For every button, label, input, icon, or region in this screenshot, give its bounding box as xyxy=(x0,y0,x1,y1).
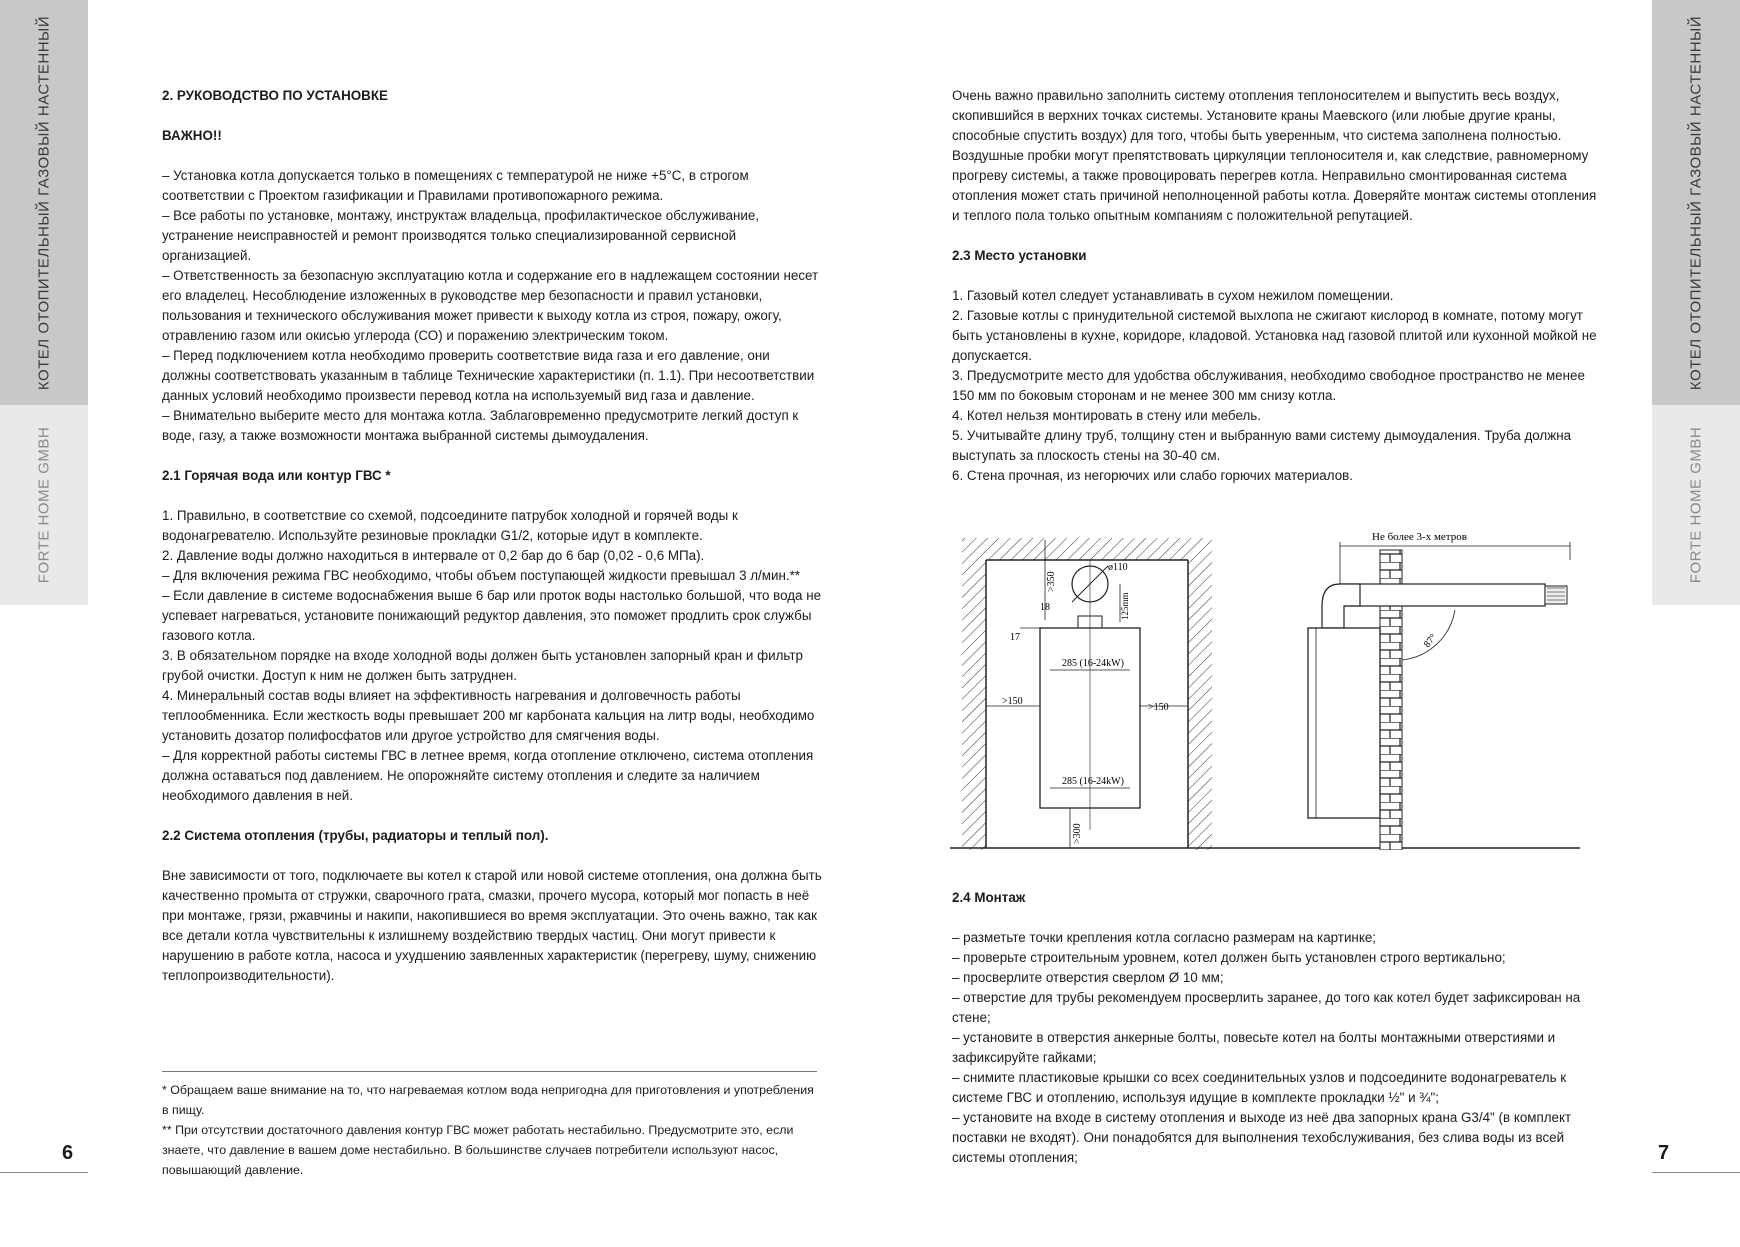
section-2-1-title: 2.1 Горячая вода или контур ГВС * xyxy=(162,468,391,483)
location-item: 2. Газовые котлы с принудительной системой выхлопа не сжигают кислород в комнате, потому могут быть установлены в кухне, коридоре, кладовой. Установка над газовой плитой или кухонной мойкой не допускается. xyxy=(952,308,1597,363)
sidebar-title: КОТЕЛ ОТОПИТЕЛЬНЫЙ ГАЗОВЫЙ НАСТЕННЫЙ xyxy=(35,15,53,390)
intro-paragraph: – Ответственность за безопасную эксплуатацию котла и содержание его в надлежащем состоянии несет его владелец. Несоблюдение изложенных в руководстве мер безопасности и правил установки, пользования и технического обслуживания может привести к выходу котла из строя, пожару, ожогу, отравлению газом или окисью углерода (СО) и поражению электрическим током. xyxy=(162,268,819,343)
sidebar-brand-right: FORTE HOME GMBH xyxy=(1687,426,1705,584)
dim-285-top: 285 (16-24kW) xyxy=(1062,658,1124,669)
hot-water-item: 3. В обязательном порядке на входе холодной воды должен быть установлен запорный кран и фильтр грубой очистки. Доступ к ним не должен быть затруднен. xyxy=(162,648,803,683)
hot-water-item: – Для корректной работы системы ГВС в летнее время, когда отопление отключено, система отопления должна оставаться под давлением. Не опорожняйте систему отопления и следите за наличием необходимого давления в ней. xyxy=(162,748,814,803)
left-title-tab xyxy=(0,0,88,405)
location-item: 5. Учитывайте длину труб, толщину стен и выбранную вами систему дымоудаления. Труба должна выступать за плоскость стены на 30-40 см. xyxy=(952,428,1572,463)
hot-water-item: 2. Давление воды должно находиться в интервале от 0,2 бар до 6 бар (0,02 - 0,6 МПа). xyxy=(162,548,705,563)
mounting-step: – отверстие для трубы рекомендуем просверлить заранее, до того как котел будет зафиксирован на стене; xyxy=(952,990,1581,1025)
dim-285-bottom: 285 (16-24kW) xyxy=(1062,776,1124,787)
hot-water-item: 1. Правильно, в соответствие со схемой, подсоедините патрубок холодной и горячей воды к водонагревателю. Используйте резиновые прокладки G1/2, которые идут в комплекте. xyxy=(162,508,738,543)
left-column xyxy=(162,86,822,986)
dim-left-150: >150 xyxy=(1002,696,1023,707)
mounting-step: – проверьте строительным уровнем, котел должен быть установлен строго вертикально; xyxy=(952,950,1506,965)
dim-bottom-300: >300 xyxy=(1072,823,1083,844)
wall-top xyxy=(962,538,1212,560)
right-column-bottom xyxy=(952,888,1612,1168)
page-number-right: 7 xyxy=(1658,1142,1670,1164)
dim-angle: 87° xyxy=(1421,632,1440,650)
dim-d110: ø110 xyxy=(1108,562,1128,573)
sidebar-brand: FORTE HOME GMBH xyxy=(35,426,53,584)
dim-right-150: >150 xyxy=(1148,702,1169,713)
mounting-step: – разметьте точки крепления котла согласно размерам на картинке; xyxy=(952,930,1376,945)
page-number-left: 6 xyxy=(62,1142,74,1164)
section-heading: 2. РУКОВОДСТВО ПО УСТАНОВКЕ xyxy=(162,88,388,103)
right-column-top xyxy=(952,86,1607,486)
mounting-step: – установите в отверстия анкерные болты, повесьте котел на болты монтажными отверстиями и зафиксируйте гайками; xyxy=(952,1030,1556,1065)
hot-water-item: – Для включения режима ГВС необходимо, чтобы объем поступающей жидкости превышал 3 л/мин.** xyxy=(162,568,800,583)
right-brand-tab xyxy=(1652,405,1740,605)
important-label: ВАЖНО!! xyxy=(162,128,222,143)
section-2-4-title: 2.4 Монтаж xyxy=(952,890,1026,905)
mounting-step: – просверлите отверстия сверлом Ø 10 мм; xyxy=(952,970,1224,985)
footnotes xyxy=(162,1080,817,1180)
dim-17: 17 xyxy=(1010,632,1020,643)
mounting-step: – снимите пластиковые крышки со всех соединительных узлов и подсоедините водонагреватель к системе ГВС и отоплению, используя идущие в комплекте прокладки ½" и ¾"; xyxy=(952,1070,1567,1105)
heating-system-paragraph: Вне зависимости от того, подключаете вы котел к старой или новой системе отопления, она должна быть качественно промыта от стружки, сварочного грата, смазки, прочего мусора, который мог попасть в неё при монтаже, грязи, ржавчины и накипи, накопившиеся во время эксплуатации. Это очень важно, так как все детали котла чувствительны к излишнему воздействию твердых частиц. Они могут привести к нарушению в работе котла, насоса и ухудшению заявленных характеристик (перегреву, шуму, снижению теплопроизводительности). xyxy=(162,868,822,983)
intro-paragraph: – Внимательно выберите место для монтажа котла. Заблаговременно предусмотрите легкий доступ к воде, газу, а также возможности монтажа выбранной системы дымоудаления. xyxy=(162,408,799,443)
intro-paragraph: – Все работы по установке, монтажу, инструктаж владельца, профилактическое обслуживание, устранение неисправностей и ремонт производятся только специализированной сервисной организацией. xyxy=(162,208,759,263)
footnote-1: * Обращаем ваше внимание на то, что нагреваемая котлом вода непригодна для приготовления и употребления в пищу. xyxy=(162,1083,814,1117)
section-2-3-title: 2.3 Место установки xyxy=(952,248,1087,263)
location-item: 1. Газовый котел следует устанавливать в сухом нежилом помещении. xyxy=(952,288,1394,303)
dim-350: >350 xyxy=(1046,571,1057,592)
page-number-right-rule xyxy=(1652,1172,1740,1173)
location-item: 6. Стена прочная, из негорючих или слабо горючих материалов. xyxy=(952,468,1353,483)
intro-paragraph: – Перед подключением котла необходимо проверить соответствие вида газа и его давление, они должны соответствовать указанным в таблице Технические характеристики (п. 1.1). При несоответствии данных условий необходимо произвести перевод котла на используемый вид газа и давление. xyxy=(162,348,815,403)
boiler-side xyxy=(1308,628,1380,818)
dim-max-length: Не более 3-х метров xyxy=(1372,531,1467,543)
location-item: 3. Предусмотрите место для удобства обслуживания, необходимо свободное пространство не менее 150 мм по боковым сторонам и не менее 300 мм снизу котла. xyxy=(952,368,1585,403)
left-brand-tab xyxy=(0,405,88,605)
footnote-divider xyxy=(162,1071,817,1072)
dim-125: 125mm xyxy=(1120,592,1130,620)
wall-left xyxy=(962,560,986,850)
installation-diagram xyxy=(950,530,1590,850)
filling-paragraph: Очень важно правильно заполнить систему отопления теплоносителем и выпустить весь воздух, скопившийся в верхних точках системы. Установите краны Маевского (или любые другие краны, способные спустить воздух) для того, чтобы быть уверенным, что система заполнена полностью. Воздушные пробки могут препятствовать циркуляции теплоносителя и, как следствие, равномерному прогреву системы, а также провоцировать перегрев котла. Неправильно смонтированная система отопления может стать причиной неполноценной работы котла. Доверяйте монтаж системы отопления и теплого пола только опытным компаниям с положительной репутацией. xyxy=(952,88,1597,223)
flue-pipe xyxy=(1340,584,1545,606)
side-view xyxy=(1308,531,1570,850)
footnote-2: ** При отсутствии достаточного давления контур ГВС может работать нестабильно. Предусмотрите это, если знаете, что давление в вашем доме нестабильно. В большинстве случаев потребители используют насос, повышающий давление. xyxy=(162,1123,794,1177)
sidebar-title-right: КОТЕЛ ОТОПИТЕЛЬНЫЙ ГАЗОВЫЙ НАСТЕННЫЙ xyxy=(1687,15,1705,390)
flue-terminal xyxy=(1545,586,1567,604)
dim-18: 18 xyxy=(1040,602,1050,613)
hot-water-item: 4. Минеральный состав воды влияет на эффективность нагревания и долговечность работы теплообменника. Если жесткость воды превышает 200 мг карбоната кальция на литр воды, необходимо установить дозатор полифосфатов или другое устройство для смягчения воды. xyxy=(162,688,815,743)
page-number-left-rule xyxy=(0,1172,88,1173)
right-title-tab xyxy=(1652,0,1740,405)
mounting-step: – установите на входе в систему отопления и выходе из неё два запорных крана G3/4" (в комплект поставки не входят). Они понадобятся для выполнения техобслуживания, без слива воды из всей системы отопления; xyxy=(952,1110,1572,1165)
section-2-2-title: 2.2 Система отопления (трубы, радиаторы и теплый пол). xyxy=(162,828,549,843)
intro-paragraph: – Установка котла допускается только в помещениях с температурой не ниже +5°С, в строгом соответствии с Проектом газификации и Правилами противопожарного режима. xyxy=(162,168,749,203)
wall-right xyxy=(1188,560,1212,850)
hot-water-item: – Если давление в системе водоснабжения выше 6 бар или проток воды настолько большой, что вода не успевает нагреваться, установите понижающий редуктор давления, это поможет продлить срок службы газового котла. xyxy=(162,588,822,643)
location-item: 4. Котел нельзя монтировать в стену или мебель. xyxy=(952,408,1261,423)
